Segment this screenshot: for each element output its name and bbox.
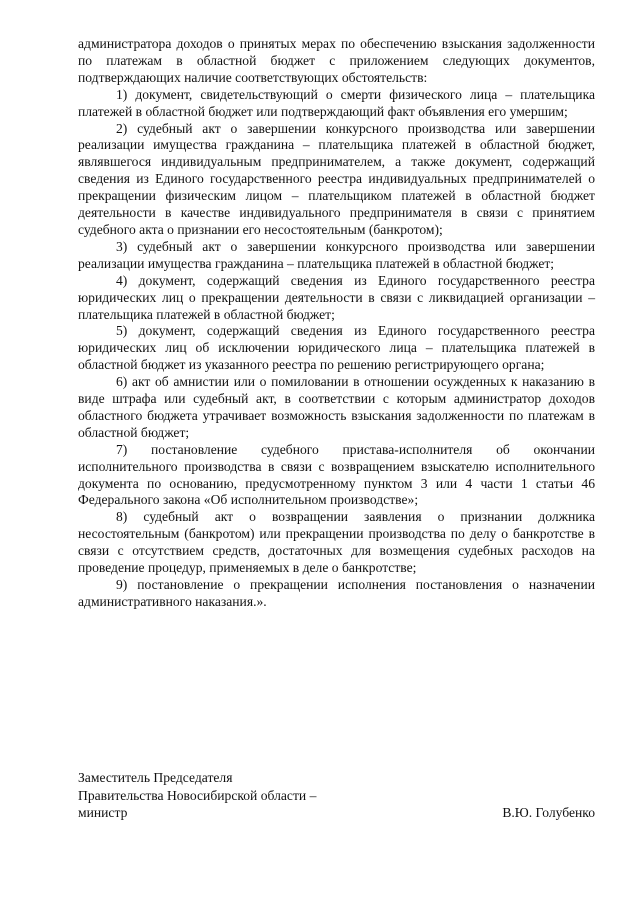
paragraph-item-8: 8) судебный акт о возвращении заявления о признании должника несостоятельным (банкротом) или прекращении производства по делу о банкротстве в связи с отсутствием средств, достаточных для возмещения судебных расходов на проведение процедур, применяемых в деле о банкротстве; [78,509,595,576]
signature-position-line-1: Заместитель Председателя [78,770,233,785]
paragraph-item-2: 2) судебный акт о завершении конкурсного производства или завершении реализации имущества гражданина – плательщика платежей в областной бюджет, являвшегося индивидуальным предпринимателем, а также документ, содержащий сведения из Единого государственного реестра индивидуальных предпринимателей о прекращении физическим лицом – плательщиком платежей в областной бюджет деятельности в качестве индивидуального предпринимателя в связи с принятием судебного акта о признании его несостоятельным (банкротом); [78,120,595,237]
signature-position-line-3: министр [78,805,128,820]
paragraph-item-3: 3) судебный акт о завершении конкурсного производства или завершении реализации имущества гражданина – плательщика платежей в областной бюджет; [78,238,595,271]
paragraph-item-5: 5) документ, содержащий сведения из Единого государственного реестра юридических лиц об исключении юридического лица – плательщика платежей в областной бюджет из указанного реестра по решению регистрирующего органа; [78,323,595,373]
signatory-name: В.Ю. Голубенко [502,805,595,820]
signature-position-line-2: Правительства Новосибирской области – [78,787,317,803]
paragraph-item-6: 6) акт об амнистии или о помиловании в отношении осужденных к наказанию в виде штрафа или судебный акт, в соответствии с которым администратор доходов областного бюджета утрачивает возможность взыскания задолженности по платежам в областной бюджет; [78,374,595,440]
document-body [78,36,595,611]
paragraph-item-9: 9) постановление о прекращении исполнения постановления о назначении административного наказания.». [78,577,595,609]
signature-block [78,769,595,822]
paragraph-intro: администратора доходов о принятых мерах по обеспечению взыскания задолженности по платежам в областной бюджет с приложением следующих документов, подтверждающих наличие соответствующих обстоятельств: [78,36,595,85]
paragraph-item-7: 7) постановление судебного пристава-исполнителя об окончании исполнительного производства в связи с возвращением взыскателю исполнительного документа по основанию, предусмотренному пунктом 3 или 4 части 1 статьи 46 Федерального закона «Об исполнительном производстве»; [78,441,595,508]
signature-row [78,804,595,822]
paragraph-item-1: 1) документ, свидетельствующий о смерти физического лица – плательщика платежей в областной бюджет или подтверждающий факт объявления его умершим; [78,86,595,119]
paragraph-item-4: 4) документ, содержащий сведения из Единого государственного реестра юридических лиц о прекращении деятельности в связи с ликвидацией организации – плательщика платежей в областной бюджет; [78,272,595,322]
